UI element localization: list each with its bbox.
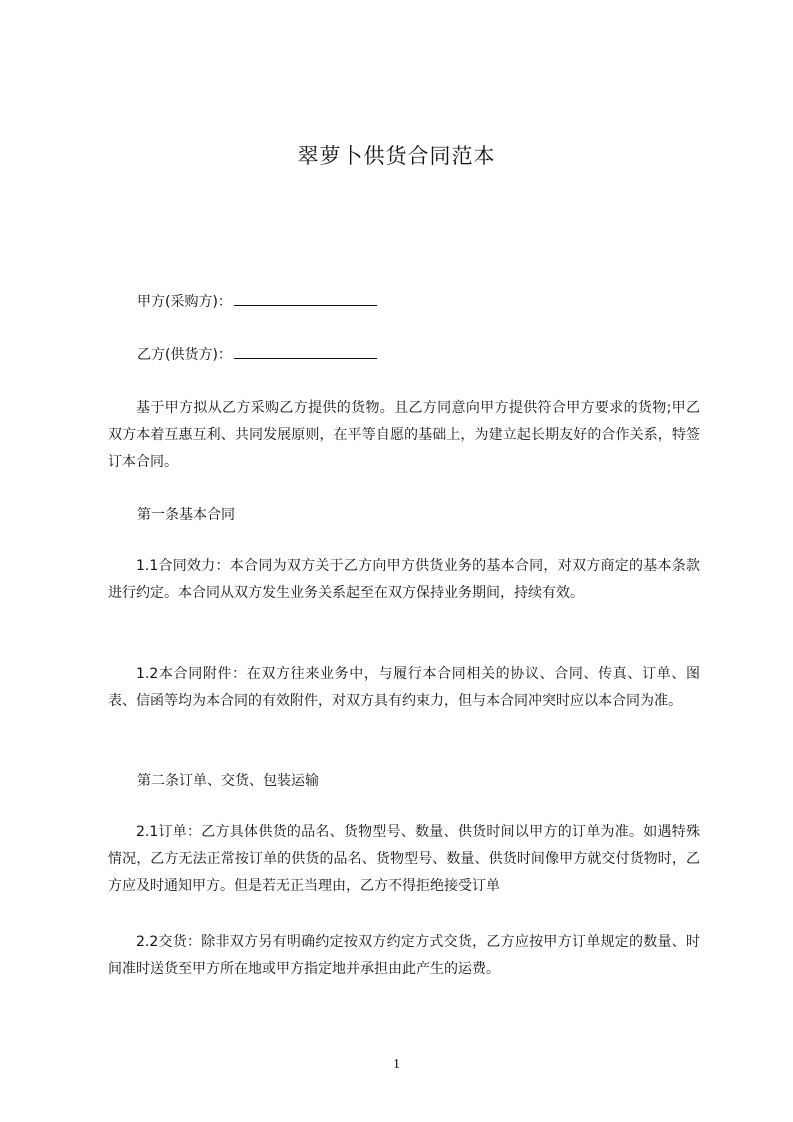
party-b-label: 乙方(供货方)： <box>137 347 232 363</box>
party-b-field <box>137 344 377 365</box>
party-a-label: 甲方(采购方)： <box>137 294 232 310</box>
party-a-blank-line <box>234 291 377 306</box>
party-a-field <box>137 291 377 312</box>
article-2-heading: 第二条订单、交货、包装运输 <box>137 773 319 789</box>
party-b-blank-line <box>234 344 377 359</box>
clause-2-2: 2.2交货：除非双方另有明确约定按双方约定方式交货，乙方应按甲方订单规定的数量、时间准时送货至甲方所在地或甲方指定地并承担由此产生的运费。 <box>108 934 700 977</box>
page-number: 1 <box>393 1057 400 1072</box>
document-title: 翠萝卜供货合同范本 <box>297 144 496 168</box>
clause-2-1: 2.1订单：乙方具体供货的品名、货物型号、数量、供货时间以甲方的订单为准。如遇特殊情况，乙方无法正常按订单的供货的品名、货物型号、数量、供货时间像甲方就交付货物时，乙方应及时通知甲方。但是若无正当理由，乙方不得拒绝接受订单 <box>108 824 700 894</box>
clause-1-2: 1.2本合同附件：在双方往来业务中，与履行本合同相关的协议、合同、传真、订单、图表、信函等均为本合同的有效附件，对双方具有约束力，但与本合同冲突时应以本合同为准。 <box>108 666 700 709</box>
article-1-heading: 第一条基本合同 <box>137 507 235 523</box>
clause-1-1: 1.1合同效力：本合同为双方关于乙方向甲方供货业务的基本合同，对双方商定的基本条款进行约定。本合同从双方发生业务关系起至在双方保持业务期间，持续有效。 <box>108 558 700 601</box>
preamble-paragraph: 基于甲方拟从乙方采购乙方提供的货物。且乙方同意向甲方提供符合甲方要求的货物;甲乙双方本着互惠互利、共同发展原则，在平等自愿的基础上，为建立起长期友好的合作关系，特签订本合同。 <box>108 400 700 470</box>
